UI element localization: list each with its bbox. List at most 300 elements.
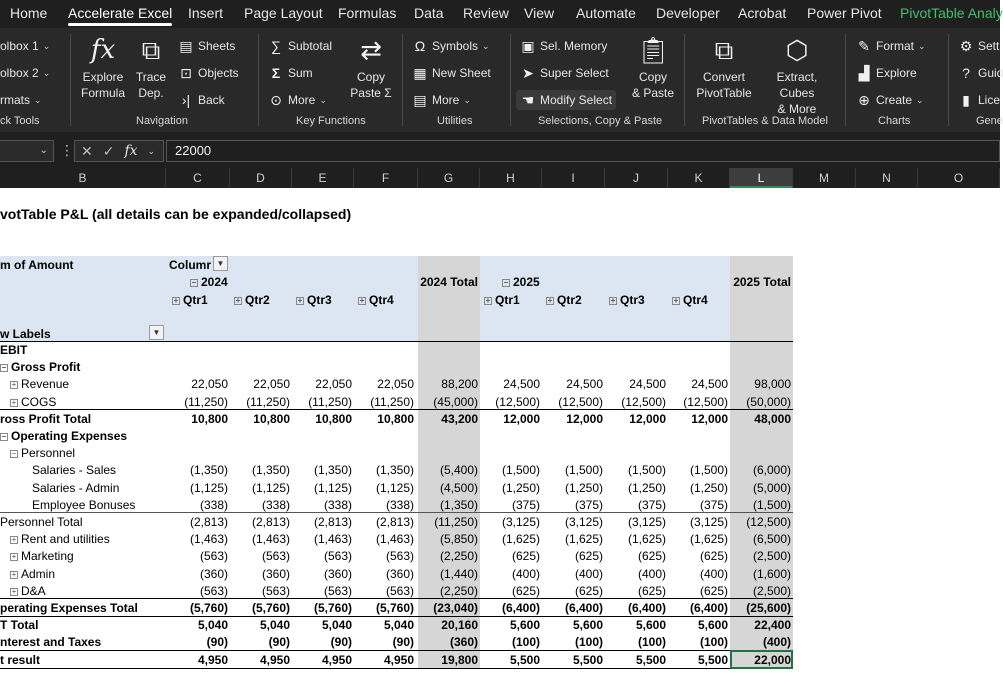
- tab-data[interactable]: Data: [414, 5, 444, 21]
- value-cell[interactable]: 5,500: [635, 652, 666, 667]
- value-cell[interactable]: (375): [574, 497, 603, 512]
- value-cell[interactable]: 4,950: [259, 652, 290, 667]
- value-cell[interactable]: (1,350): [375, 463, 414, 478]
- value-cell[interactable]: (625): [574, 549, 603, 564]
- objects-button[interactable]: [178, 63, 239, 83]
- group-separator: [948, 34, 949, 126]
- collapse-icon[interactable]: −: [11, 449, 17, 459]
- value-cell[interactable]: 12,000: [691, 411, 728, 426]
- value-cell[interactable]: (1,440): [439, 566, 478, 581]
- value-cell[interactable]: (563): [323, 583, 352, 598]
- column-header-i[interactable]: I: [542, 168, 605, 188]
- modify-select-button[interactable]: [516, 90, 616, 110]
- value-cell[interactable]: (1,625): [564, 532, 603, 547]
- value-cell[interactable]: (1,125): [313, 480, 352, 495]
- value-cell[interactable]: 48,000: [754, 411, 791, 426]
- total-2025-header: 2025 Total: [733, 275, 791, 289]
- tab-automate[interactable]: Automate: [576, 5, 636, 21]
- value-cell[interactable]: 5,040: [383, 618, 414, 633]
- ribbon: [0, 0, 1003, 132]
- check-icon[interactable]: ✓: [102, 142, 115, 159]
- value-cell[interactable]: 5,040: [197, 618, 228, 633]
- back-button[interactable]: [178, 90, 225, 110]
- value-cell[interactable]: (1,125): [251, 480, 290, 495]
- symbols-label: Symbols: [432, 39, 479, 53]
- expand-icon[interactable]: +: [610, 296, 616, 305]
- collapse-icon[interactable]: −: [1, 363, 7, 373]
- expand-icon[interactable]: +: [11, 535, 17, 545]
- value-cell[interactable]: (360): [323, 566, 352, 581]
- quarter-header[interactable]: [296, 293, 332, 307]
- tab-home[interactable]: Home: [10, 5, 48, 21]
- value-cell[interactable]: 5,040: [321, 618, 352, 633]
- value-cell[interactable]: (6,400): [501, 601, 540, 615]
- toolbox-1-button[interactable]: [0, 36, 50, 56]
- value-cell[interactable]: (1,463): [375, 532, 414, 547]
- row-label[interactable]: [10, 532, 110, 546]
- value-cell[interactable]: (2,813): [251, 515, 290, 529]
- row-label[interactable]: [10, 395, 56, 409]
- chart-format-button[interactable]: [856, 36, 926, 56]
- row-label[interactable]: [10, 446, 75, 460]
- value-cell[interactable]: 22,400: [754, 618, 791, 633]
- row-label: [0, 635, 101, 649]
- value-cell[interactable]: (400): [762, 635, 791, 650]
- value-cell[interactable]: 5,040: [259, 618, 290, 633]
- symbols-button[interactable]: [412, 36, 490, 56]
- name-box[interactable]: [0, 140, 54, 162]
- copy-paste-sum-button[interactable]: [348, 34, 394, 101]
- quarter-header[interactable]: [234, 293, 270, 307]
- value-cell[interactable]: (5,000): [752, 480, 791, 495]
- value-cell[interactable]: (625): [699, 583, 728, 598]
- tab-formulas[interactable]: Formulas: [338, 5, 397, 21]
- value-cell[interactable]: (400): [699, 566, 728, 581]
- value-cell[interactable]: 22,050: [315, 377, 352, 392]
- value-cell[interactable]: (2,250): [439, 549, 478, 564]
- column-header-n[interactable]: N: [856, 168, 918, 188]
- value-cell[interactable]: 10,800: [191, 411, 228, 426]
- column-header-d[interactable]: D: [230, 168, 292, 188]
- expand-icon[interactable]: +: [673, 296, 679, 305]
- column-header-k[interactable]: K: [668, 168, 730, 188]
- guide-button[interactable]: [958, 63, 1003, 83]
- row-label[interactable]: [0, 360, 80, 374]
- value-cell[interactable]: (12,500): [683, 394, 728, 409]
- pivot-row-labels: w Labels: [0, 327, 51, 341]
- value-cell[interactable]: (1,250): [564, 480, 603, 495]
- column-header-b[interactable]: B: [0, 168, 166, 188]
- column-header-g[interactable]: G: [418, 168, 480, 188]
- toolbox-2-button[interactable]: [0, 63, 50, 83]
- quarter-label: Qtr1: [183, 293, 208, 307]
- column-header-m[interactable]: M: [793, 168, 856, 188]
- chevron-down-icon: ⌄: [916, 94, 924, 105]
- formats-button[interactable]: [0, 90, 42, 110]
- convert-pivottable-button[interactable]: [692, 34, 756, 101]
- column-header-c[interactable]: C: [166, 168, 230, 188]
- value-cell[interactable]: 12,000: [503, 411, 540, 426]
- value-cell[interactable]: (2,813): [189, 515, 228, 529]
- value-cell[interactable]: (6,000): [752, 463, 791, 478]
- value-cell[interactable]: (625): [511, 583, 540, 598]
- value-cell[interactable]: (1,463): [313, 532, 352, 547]
- quarter-header[interactable]: [358, 293, 394, 307]
- subtotal-button[interactable]: [268, 36, 332, 56]
- value-cell[interactable]: (11,250): [370, 394, 414, 409]
- value-cell[interactable]: (6,500): [752, 532, 791, 547]
- value-cell[interactable]: 5,600: [697, 618, 728, 633]
- value-cell[interactable]: (100): [699, 635, 728, 650]
- explore-formula-button[interactable]: [78, 34, 128, 101]
- year-2024-label[interactable]: [190, 275, 228, 289]
- value-cell[interactable]: (360): [261, 566, 290, 581]
- value-cell[interactable]: 24,500: [503, 377, 540, 392]
- expand-icon[interactable]: +: [11, 586, 17, 596]
- value-cell[interactable]: 12,000: [629, 411, 666, 426]
- sel-memory-label: Sel. Memory: [540, 39, 608, 53]
- column-header-e[interactable]: E: [292, 168, 354, 188]
- value-cell[interactable]: 24,500: [629, 377, 666, 392]
- row-label-text: ross Profit Total: [0, 411, 92, 426]
- value-cell[interactable]: (3,125): [501, 515, 540, 529]
- expand-icon[interactable]: +: [359, 296, 365, 305]
- value-cell[interactable]: (5,760): [313, 601, 352, 615]
- value-cell[interactable]: (2,500): [752, 583, 791, 598]
- gross-profit-divider: [0, 409, 793, 410]
- chevron-down-icon: ⌄: [42, 67, 51, 78]
- value-cell[interactable]: (1,625): [689, 532, 728, 547]
- row-label: [32, 498, 135, 512]
- value-cell[interactable]: (1,500): [564, 463, 603, 478]
- value-cell[interactable]: (1,350): [189, 463, 228, 478]
- value-cell[interactable]: (563): [385, 549, 414, 564]
- value-cell[interactable]: (25,600): [746, 601, 791, 615]
- value-cell[interactable]: 5,500: [697, 652, 728, 667]
- value-cell[interactable]: (1,500): [689, 463, 728, 478]
- value-cell[interactable]: (1,625): [501, 532, 540, 547]
- value-cell[interactable]: (50,000): [746, 394, 791, 409]
- value-cell[interactable]: (1,600): [752, 566, 791, 581]
- value-cell[interactable]: 4,950: [321, 652, 352, 667]
- value-cell[interactable]: (400): [574, 566, 603, 581]
- group-separator: [684, 34, 685, 126]
- extract-cubes-button[interactable]: [758, 34, 836, 117]
- value-cell[interactable]: (563): [199, 549, 228, 564]
- value-cell[interactable]: 22,000: [754, 652, 791, 667]
- quarter-header[interactable]: [172, 293, 208, 307]
- row-label: [0, 618, 38, 632]
- value-cell[interactable]: 4,950: [197, 652, 228, 667]
- cancel-icon[interactable]: ✕: [81, 142, 93, 159]
- selection-memory-icon: ▣: [521, 37, 535, 54]
- value-cell[interactable]: (563): [199, 583, 228, 598]
- value-cell[interactable]: 43,200: [441, 411, 478, 426]
- value-cell[interactable]: (2,813): [313, 515, 352, 529]
- row-label: [0, 653, 40, 667]
- value-cell[interactable]: 5,600: [509, 618, 540, 633]
- sel-memory-button[interactable]: [520, 36, 607, 56]
- value-cell[interactable]: (1,250): [501, 480, 540, 495]
- collapse-icon[interactable]: −: [1, 432, 7, 441]
- value-cell[interactable]: (625): [699, 549, 728, 564]
- sheets-button[interactable]: [178, 36, 235, 56]
- column-header-f[interactable]: F: [354, 168, 418, 188]
- value-cell[interactable]: 24,500: [691, 377, 728, 392]
- value-cell[interactable]: (12,500): [746, 515, 791, 529]
- more-options-icon[interactable]: ⋮: [60, 142, 74, 158]
- value-cell[interactable]: 4,950: [383, 652, 414, 667]
- tab-insert[interactable]: Insert: [188, 5, 224, 21]
- value-cell[interactable]: (5,400): [439, 463, 478, 478]
- value-cell[interactable]: (1,500): [501, 463, 540, 478]
- value-cell[interactable]: (11,250): [308, 394, 352, 409]
- row-label[interactable]: [0, 429, 127, 443]
- chart-create-button[interactable]: [856, 90, 924, 110]
- value-cell[interactable]: (1,625): [627, 532, 666, 547]
- new-sheet-button[interactable]: [412, 63, 491, 83]
- row-label-text: Rent and utilities: [21, 532, 110, 547]
- license-button[interactable]: [958, 90, 1000, 110]
- value-cell[interactable]: (360): [199, 566, 228, 581]
- group-separator: [510, 34, 511, 126]
- row-label-text: Personnel: [21, 446, 76, 461]
- settings-label: Sett: [978, 39, 1000, 53]
- row-labels-filter-button[interactable]: ▼: [149, 325, 164, 340]
- value-cell[interactable]: (1,350): [439, 497, 478, 512]
- value-cell[interactable]: (90): [330, 635, 352, 650]
- value-cell[interactable]: 20,160: [441, 618, 478, 633]
- tab-page-layout[interactable]: Page Layout: [244, 5, 323, 21]
- objects-icon: ⊡: [180, 64, 192, 81]
- expand-icon[interactable]: +: [11, 552, 17, 562]
- group-label-charts: Charts: [878, 115, 911, 127]
- omega-icon: Ω: [414, 38, 426, 54]
- value-cell[interactable]: 12,000: [566, 411, 603, 426]
- value-cell[interactable]: 5,600: [635, 618, 666, 633]
- value-cell[interactable]: (375): [699, 497, 728, 512]
- tab-accelerate-excel[interactable]: Accelerate Excel: [68, 5, 173, 21]
- value-cell[interactable]: (1,500): [627, 463, 666, 478]
- value-cell[interactable]: (12,500): [621, 394, 666, 409]
- value-cell[interactable]: (625): [574, 583, 603, 598]
- value-cell[interactable]: (563): [261, 549, 290, 564]
- value-cell[interactable]: (5,850): [439, 532, 478, 547]
- insert-function-icon[interactable]: fx: [124, 143, 138, 159]
- value-cell[interactable]: (3,125): [689, 515, 728, 529]
- value-cell[interactable]: (5,760): [251, 601, 290, 615]
- value-cell[interactable]: (563): [261, 583, 290, 598]
- column-header-h[interactable]: H: [480, 168, 542, 188]
- sum-sigma-icon: Σ: [271, 65, 281, 81]
- column-labels-filter-button[interactable]: ▼: [213, 256, 228, 271]
- more-functions-button[interactable]: [268, 90, 327, 110]
- subtotal-sigma-icon: ∑: [271, 38, 281, 54]
- expand-icon[interactable]: +: [11, 380, 17, 390]
- value-cell[interactable]: (90): [392, 635, 414, 650]
- value-cell[interactable]: (1,125): [189, 480, 228, 495]
- value-cell[interactable]: 88,200: [441, 377, 478, 392]
- worksheet-grid[interactable]: [0, 188, 1000, 700]
- guide-label: Guid: [978, 66, 1003, 80]
- row-label-text: nterest and Taxes: [0, 635, 102, 650]
- value-cell[interactable]: (2,813): [375, 515, 414, 529]
- value-cell[interactable]: (1,350): [251, 463, 290, 478]
- value-cell[interactable]: (1,125): [375, 480, 414, 495]
- tab-power-pivot[interactable]: Power Pivot: [807, 5, 882, 21]
- value-cell[interactable]: 5,600: [572, 618, 603, 633]
- value-cell[interactable]: 5,500: [572, 652, 603, 667]
- value-cell[interactable]: (625): [637, 549, 666, 564]
- expand-icon[interactable]: +: [547, 296, 553, 305]
- row-label-text: T Total: [0, 618, 39, 633]
- group-separator: [258, 34, 259, 126]
- explore-formula-label: Explore Formula: [80, 70, 125, 100]
- value-cell[interactable]: (6,400): [564, 601, 603, 615]
- row-label[interactable]: [10, 584, 46, 598]
- value-cell[interactable]: (1,463): [251, 532, 290, 547]
- value-cell[interactable]: 10,800: [253, 411, 290, 426]
- value-cell[interactable]: 5,500: [509, 652, 540, 667]
- value-cell[interactable]: 22,050: [377, 377, 414, 392]
- value-cell[interactable]: (625): [637, 583, 666, 598]
- tab-acrobat[interactable]: Acrobat: [738, 5, 787, 21]
- value-cell[interactable]: 22,050: [191, 377, 228, 392]
- value-cell[interactable]: (6,400): [689, 601, 728, 615]
- quarter-header[interactable]: [609, 293, 645, 307]
- value-cell[interactable]: 24,500: [566, 377, 603, 392]
- chart-explore-button[interactable]: [856, 63, 917, 83]
- chevron-down-icon: ⌄: [319, 94, 327, 105]
- value-cell[interactable]: (6,400): [627, 601, 666, 615]
- quarter-label: Qtr2: [557, 293, 582, 307]
- tab-pivottable-analyze[interactable]: PivotTable Analy: [900, 5, 1003, 21]
- value-cell[interactable]: (625): [511, 549, 540, 564]
- value-cell[interactable]: (90): [206, 635, 228, 650]
- swap-arrows-icon: ⇄: [360, 35, 382, 65]
- expand-icon[interactable]: +: [485, 296, 491, 305]
- column-header-o[interactable]: O: [918, 168, 1000, 188]
- value-cell[interactable]: (400): [511, 566, 540, 581]
- value-cell[interactable]: (375): [511, 497, 540, 512]
- column-header-l[interactable]: L: [730, 168, 793, 188]
- group-separator: [845, 34, 846, 126]
- copy-and-paste-button[interactable]: [630, 34, 676, 101]
- value-cell[interactable]: 22,050: [253, 377, 290, 392]
- value-cell[interactable]: (400): [637, 566, 666, 581]
- selected-cell[interactable]: [730, 650, 793, 669]
- expand-icon[interactable]: +: [11, 397, 17, 407]
- value-cell[interactable]: (338): [323, 497, 352, 512]
- value-cell[interactable]: (1,250): [689, 480, 728, 495]
- tab-view[interactable]: View: [524, 5, 555, 21]
- value-cell[interactable]: (1,350): [313, 463, 352, 478]
- value-cell[interactable]: 10,800: [315, 411, 352, 426]
- row-label[interactable]: [10, 549, 74, 563]
- copy-and-paste-label: Copy & Paste: [631, 70, 675, 100]
- value-cell[interactable]: (1,463): [189, 532, 228, 547]
- value-cell[interactable]: 19,800: [441, 652, 478, 667]
- value-cell[interactable]: (563): [323, 549, 352, 564]
- value-cell[interactable]: (11,250): [434, 515, 478, 529]
- expand-icon[interactable]: +: [11, 569, 17, 579]
- value-cell[interactable]: (90): [268, 635, 290, 650]
- value-cell[interactable]: (4,500): [439, 480, 478, 495]
- row-label-text: D&A: [21, 583, 46, 598]
- value-cell[interactable]: (11,250): [184, 394, 228, 409]
- value-cell[interactable]: (1,250): [627, 480, 666, 495]
- value-cell[interactable]: (563): [385, 583, 414, 598]
- value-cell[interactable]: (12,500): [558, 394, 603, 409]
- value-cell[interactable]: (100): [511, 635, 540, 650]
- value-cell[interactable]: (360): [385, 566, 414, 581]
- value-cell[interactable]: (23,040): [433, 601, 478, 615]
- chevron-down-icon: ⌄: [918, 40, 926, 51]
- quarter-header[interactable]: [672, 293, 708, 307]
- value-cell[interactable]: 10,800: [377, 411, 414, 426]
- trace-dependents-icon: ⧉: [141, 35, 161, 65]
- more-utilities-button[interactable]: [412, 90, 471, 110]
- value-cell[interactable]: (12,500): [495, 394, 540, 409]
- formula-input[interactable]: 22000: [166, 140, 1000, 162]
- cursor-icon: ➤: [522, 64, 534, 81]
- chevron-down-icon[interactable]: ⌄: [147, 145, 156, 156]
- value-cell[interactable]: (11,250): [246, 394, 290, 409]
- quarter-header[interactable]: [546, 293, 582, 307]
- value-cell[interactable]: (2,250): [439, 583, 478, 598]
- sum-label: Sum: [288, 66, 313, 80]
- value-cell[interactable]: (3,125): [564, 515, 603, 529]
- value-cell[interactable]: (45,000): [433, 394, 478, 409]
- collapse-icon[interactable]: −: [503, 278, 509, 287]
- expand-icon[interactable]: +: [173, 296, 179, 305]
- tab-developer[interactable]: Developer: [656, 5, 720, 21]
- value-cell[interactable]: (5,760): [189, 601, 228, 615]
- value-cell[interactable]: (338): [385, 497, 414, 512]
- quarter-header[interactable]: [484, 293, 520, 307]
- value-cell[interactable]: (3,125): [627, 515, 666, 529]
- year-2025-label[interactable]: [502, 275, 540, 289]
- super-select-button[interactable]: [520, 63, 609, 83]
- row-label-text: Personnel Total: [0, 515, 83, 529]
- tab-review[interactable]: Review: [463, 5, 509, 21]
- expand-icon[interactable]: +: [235, 296, 241, 305]
- value-cell[interactable]: (338): [261, 497, 290, 512]
- group-label-key-functions: Key Functions: [296, 115, 366, 127]
- settings-button[interactable]: [958, 36, 999, 56]
- value-cell[interactable]: (1,500): [752, 497, 791, 512]
- value-cell[interactable]: (5,760): [375, 601, 414, 615]
- sheets-icon: ▤: [179, 37, 193, 54]
- row-label: [32, 463, 116, 477]
- objects-label: Objects: [198, 66, 239, 80]
- formula-buttons: [74, 140, 164, 162]
- value-cell[interactable]: (360): [449, 635, 478, 650]
- value-cell[interactable]: (2,500): [752, 549, 791, 564]
- value-cell[interactable]: (100): [637, 635, 666, 650]
- row-label[interactable]: [10, 377, 69, 391]
- sum-button[interactable]: [268, 63, 313, 83]
- column-header-j[interactable]: J: [605, 168, 668, 188]
- expand-icon[interactable]: +: [297, 296, 303, 305]
- value-cell[interactable]: 98,000: [754, 377, 791, 392]
- row-label[interactable]: [10, 567, 55, 581]
- trace-dep-button[interactable]: [130, 34, 172, 101]
- collapse-icon[interactable]: −: [191, 278, 197, 287]
- value-cell[interactable]: (375): [637, 497, 666, 512]
- value-cell[interactable]: (338): [199, 497, 228, 512]
- value-cell[interactable]: (100): [574, 635, 603, 650]
